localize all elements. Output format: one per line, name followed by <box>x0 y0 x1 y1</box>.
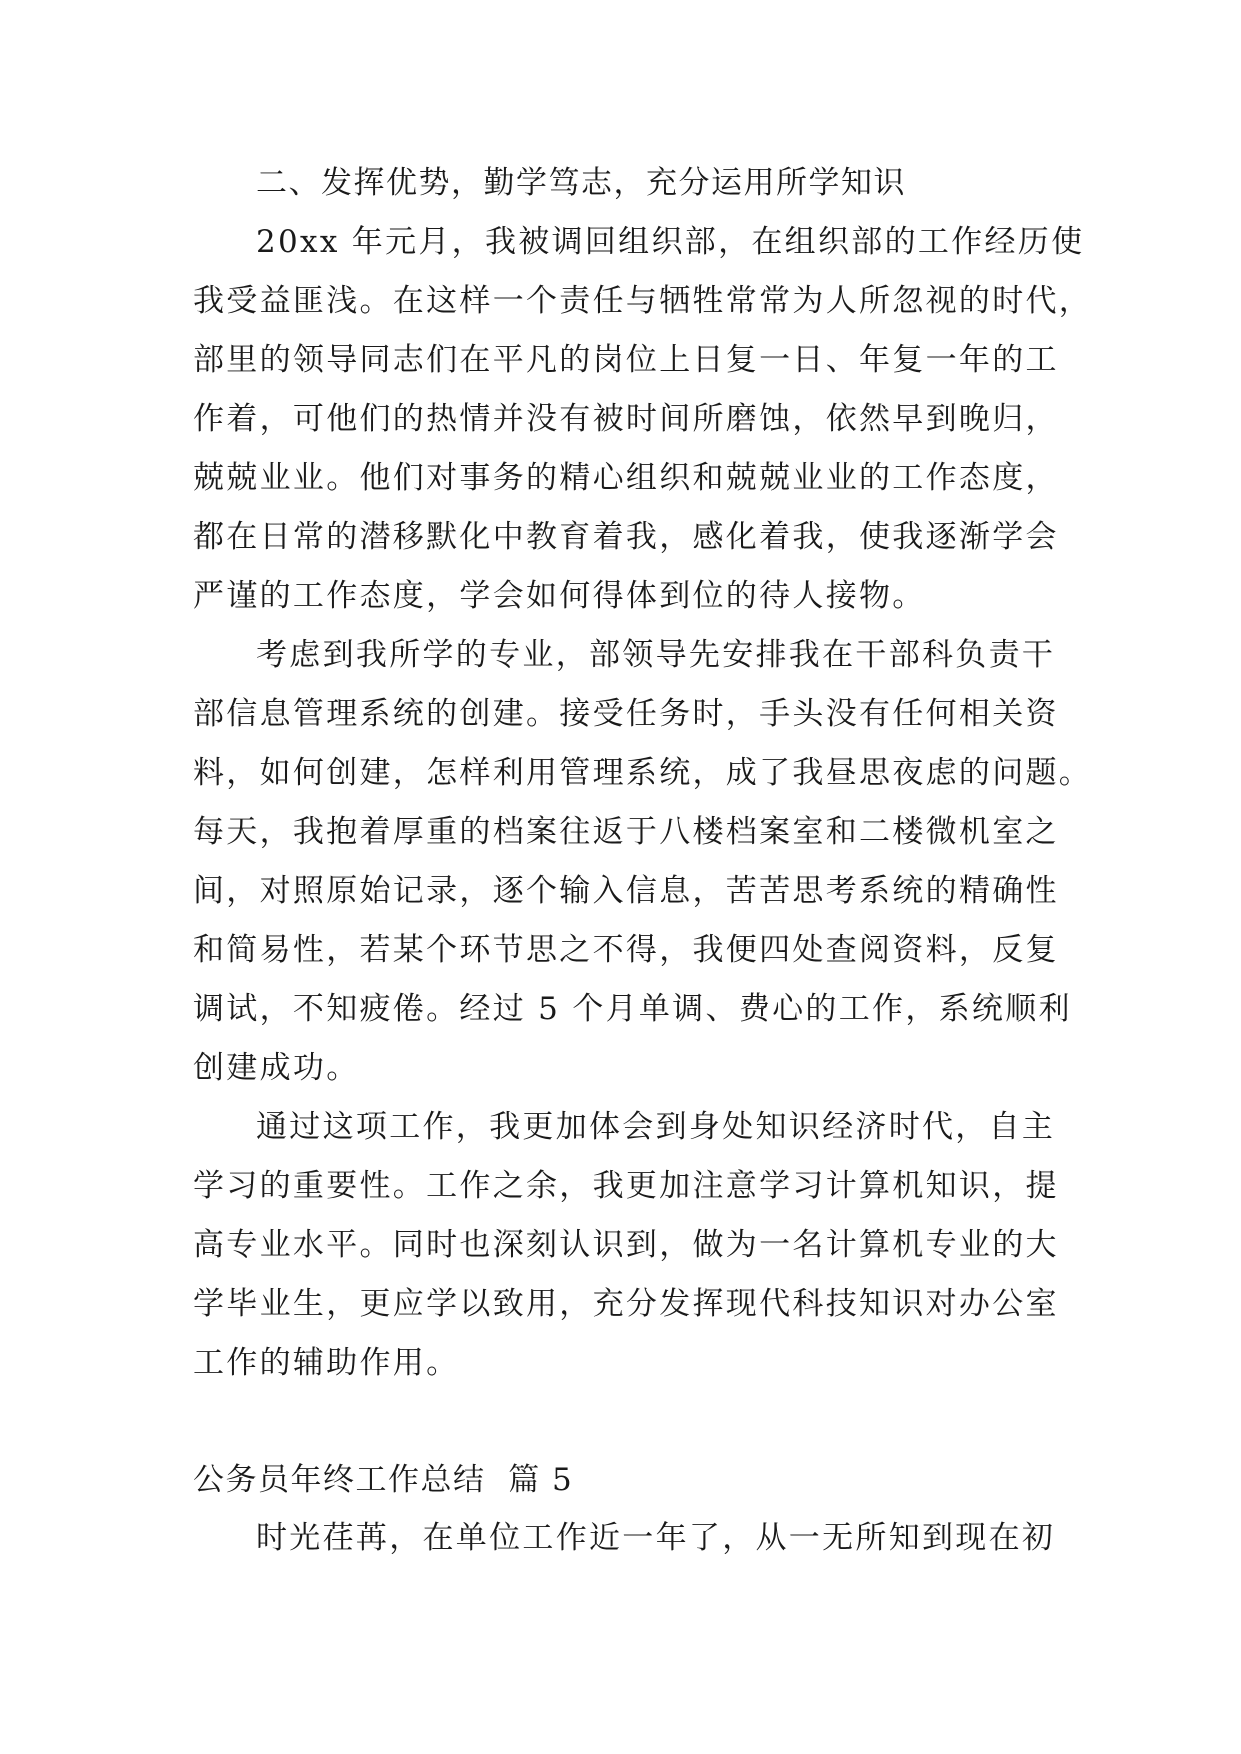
paragraph-2-line-3: 料，如何创建，怎样利用管理系统，成了我昼思夜虑的问题。 <box>193 755 1093 791</box>
paragraph-2-line-7: 调试，不知疲倦。经过 5 个月单调、费心的工作，系统顺利 <box>193 991 1072 1027</box>
paragraph-2-line-5: 间，对照原始记录，逐个输入信息，苦苦思考系统的精确性 <box>193 873 1059 909</box>
paragraph-1-line-1: 20xx 年元月，我被调回组织部，在组织部的工作经历使 <box>256 224 1085 260</box>
paragraph-1-line-7: 严谨的工作态度，学会如何得体到位的待人接物。 <box>193 578 926 614</box>
paragraph-3-line-1: 通过这项工作，我更加体会到身处知识经济时代，自主 <box>256 1109 1056 1145</box>
paragraph-2-line-4: 每天，我抱着厚重的档案往返于八楼档案室和二楼微机室之 <box>193 814 1059 850</box>
paragraph-1-line-5: 兢兢业业。他们对事务的精心组织和兢兢业业的工作态度， <box>193 460 1059 496</box>
paragraph-4-line-1: 时光荏苒，在单位工作近一年了，从一无所知到现在初 <box>256 1520 1056 1556</box>
paragraph-3-line-4: 学毕业生，更应学以致用，充分发挥现代科技知识对办公室 <box>193 1286 1059 1322</box>
paragraph-2-line-2: 部信息管理系统的创建。接受任务时，手头没有任何相关资 <box>193 696 1059 732</box>
paragraph-2-line-8: 创建成功。 <box>193 1050 360 1086</box>
paragraph-1-line-6: 都在日常的潜移默化中教育着我，感化着我，使我逐渐学会 <box>193 519 1059 555</box>
article-title: 公务员年终工作总结 篇 5 <box>193 1462 574 1498</box>
paragraph-2-line-6: 和简易性，若某个环节思之不得，我便四处查阅资料，反复 <box>193 932 1059 968</box>
paragraph-2-line-1: 考虑到我所学的专业，部领导先安排我在干部科负责干 <box>256 637 1056 673</box>
paragraph-3-line-3: 高专业水平。同时也深刻认识到，做为一名计算机专业的大 <box>193 1227 1059 1263</box>
paragraph-3-line-5: 工作的辅助作用。 <box>193 1345 460 1381</box>
paragraph-1-line-3: 部里的领导同志们在平凡的岗位上日复一日、年复一年的工 <box>193 342 1059 378</box>
paragraph-1-line-2: 我受益匪浅。在这样一个责任与牺牲常常为人所忽视的时代， <box>193 283 1093 319</box>
section-heading: 二、发挥优势，勤学笃志，充分运用所学知识 <box>256 165 906 201</box>
paragraph-3-line-2: 学习的重要性。工作之余，我更加注意学习计算机知识，提 <box>193 1168 1059 1204</box>
paragraph-1-line-4: 作着，可他们的热情并没有被时间所磨蚀，依然早到晚归， <box>193 401 1059 437</box>
